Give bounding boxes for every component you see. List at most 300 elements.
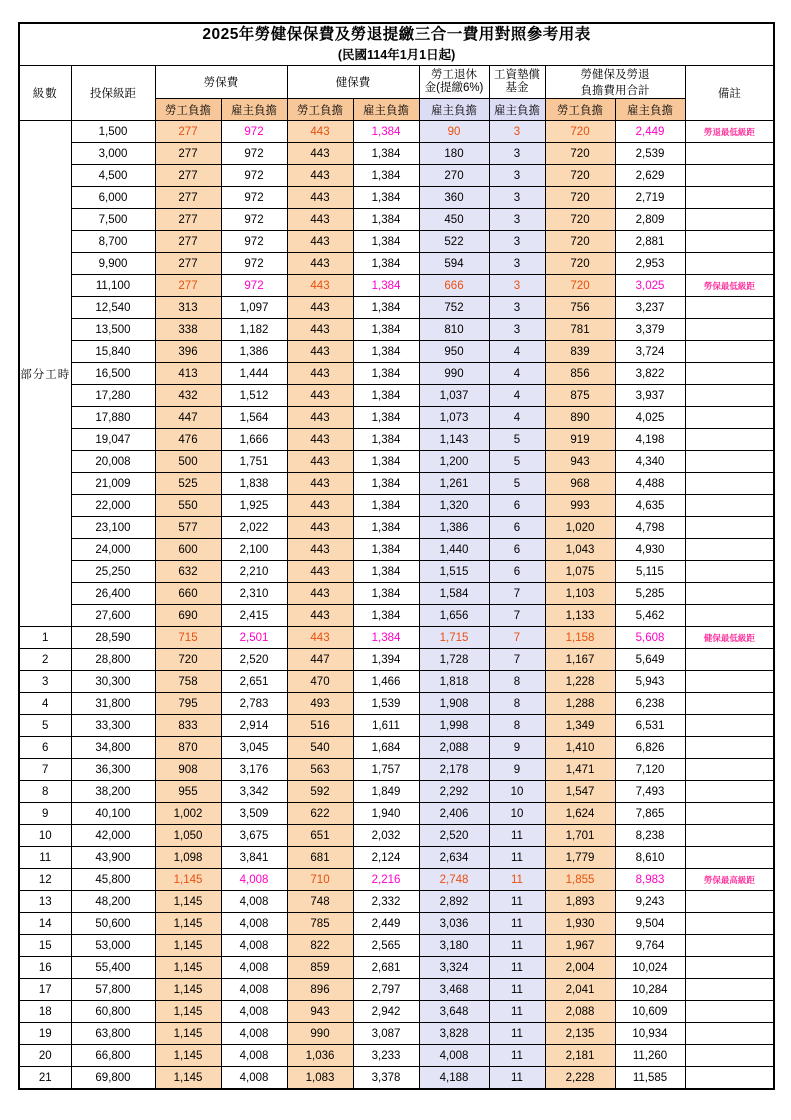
cell-wage-fund-employer: 11 xyxy=(489,913,545,935)
cell-total-employee: 1,547 xyxy=(545,781,615,803)
cell-total-employee: 993 xyxy=(545,495,615,517)
table-row xyxy=(19,649,774,671)
cell-health-ins-employee: 443 xyxy=(287,363,353,385)
cell-labor-ins-employer: 972 xyxy=(221,121,287,143)
cell-pension-employer: 180 xyxy=(419,143,489,165)
cell-bracket: 4,500 xyxy=(71,165,155,187)
cell-remark xyxy=(685,341,774,363)
cell-total-employee: 720 xyxy=(545,165,615,187)
cell-total-employee: 856 xyxy=(545,363,615,385)
cell-wage-fund-employer: 11 xyxy=(489,825,545,847)
cell-pension-employer: 3,180 xyxy=(419,935,489,957)
cell-labor-ins-employee: 758 xyxy=(155,671,221,693)
cell-wage-fund-employer: 11 xyxy=(489,979,545,1001)
cell-labor-ins-employer: 1,182 xyxy=(221,319,287,341)
cell-health-ins-employee: 622 xyxy=(287,803,353,825)
cell-wage-fund-employer: 3 xyxy=(489,253,545,275)
cell-wage-fund-employer: 3 xyxy=(489,275,545,297)
cell-total-employer: 10,284 xyxy=(615,979,685,1001)
table-row xyxy=(19,187,774,209)
cell-total-employer: 6,531 xyxy=(615,715,685,737)
cell-health-ins-employer: 1,384 xyxy=(353,517,419,539)
cell-labor-ins-employee: 413 xyxy=(155,363,221,385)
cell-total-employee: 1,967 xyxy=(545,935,615,957)
cell-pension-employer: 4,008 xyxy=(419,1045,489,1067)
cell-level: 17 xyxy=(19,979,71,1001)
cell-total-employee: 1,893 xyxy=(545,891,615,913)
cell-total-employer: 5,462 xyxy=(615,605,685,627)
cell-bracket: 11,100 xyxy=(71,275,155,297)
cell-health-ins-employer: 2,032 xyxy=(353,825,419,847)
table-row xyxy=(19,319,774,341)
header-total-line2: 負擔費用合計 xyxy=(580,85,650,98)
cell-wage-fund-employer: 3 xyxy=(489,121,545,143)
cell-labor-ins-employee: 870 xyxy=(155,737,221,759)
cell-bracket: 40,100 xyxy=(71,803,155,825)
cell-total-employee: 720 xyxy=(545,275,615,297)
cell-total-employer: 3,379 xyxy=(615,319,685,341)
cell-level: 13 xyxy=(19,891,71,913)
cell-bracket: 23,100 xyxy=(71,517,155,539)
cell-bracket: 16,500 xyxy=(71,363,155,385)
cell-labor-ins-employee: 833 xyxy=(155,715,221,737)
table-row xyxy=(19,869,774,891)
cell-wage-fund-employer: 3 xyxy=(489,165,545,187)
cell-total-employee: 781 xyxy=(545,319,615,341)
cell-labor-ins-employer: 4,008 xyxy=(221,891,287,913)
cell-wage-fund-employer: 10 xyxy=(489,803,545,825)
table-row xyxy=(19,671,774,693)
header-pension-employer: 雇主負擔 xyxy=(419,99,489,121)
cell-health-ins-employer: 1,384 xyxy=(353,341,419,363)
cell-bracket: 17,880 xyxy=(71,407,155,429)
cell-total-employee: 1,779 xyxy=(545,847,615,869)
cell-labor-ins-employee: 1,002 xyxy=(155,803,221,825)
table-row xyxy=(19,891,774,913)
remark-badge: 勞退最低級距 xyxy=(703,126,755,137)
cell-wage-fund-employer: 5 xyxy=(489,429,545,451)
cell-pension-employer: 2,292 xyxy=(419,781,489,803)
cell-health-ins-employer: 1,384 xyxy=(353,165,419,187)
cell-labor-ins-employer: 4,008 xyxy=(221,935,287,957)
cell-level: 7 xyxy=(19,759,71,781)
table-row xyxy=(19,517,774,539)
cell-health-ins-employer: 1,384 xyxy=(353,209,419,231)
cell-total-employee: 720 xyxy=(545,253,615,275)
cell-pension-employer: 1,073 xyxy=(419,407,489,429)
cell-labor-ins-employer: 4,008 xyxy=(221,913,287,935)
cell-labor-ins-employer: 1,751 xyxy=(221,451,287,473)
cell-total-employee: 1,410 xyxy=(545,737,615,759)
cell-pension-employer: 1,200 xyxy=(419,451,489,473)
cell-wage-fund-employer: 3 xyxy=(489,209,545,231)
cell-level: 4 xyxy=(19,693,71,715)
cell-wage-fund-employer: 3 xyxy=(489,231,545,253)
table-row xyxy=(19,957,774,979)
cell-total-employee: 1,701 xyxy=(545,825,615,847)
cell-labor-ins-employer: 4,008 xyxy=(221,869,287,891)
cell-labor-ins-employer: 972 xyxy=(221,253,287,275)
cell-wage-fund-employer: 6 xyxy=(489,561,545,583)
cell-remark xyxy=(685,319,774,341)
cell-labor-ins-employer: 2,501 xyxy=(221,627,287,649)
cell-labor-ins-employer: 1,097 xyxy=(221,297,287,319)
cell-health-ins-employer: 1,384 xyxy=(353,385,419,407)
cell-total-employee: 1,043 xyxy=(545,539,615,561)
cell-pension-employer: 666 xyxy=(419,275,489,297)
cell-level: 2 xyxy=(19,649,71,671)
cell-remark xyxy=(685,1023,774,1045)
cell-labor-ins-employer: 1,512 xyxy=(221,385,287,407)
title-row xyxy=(19,23,774,66)
cell-bracket: 28,800 xyxy=(71,649,155,671)
cell-wage-fund-employer: 11 xyxy=(489,957,545,979)
cell-remark xyxy=(685,275,774,297)
cell-pension-employer: 3,648 xyxy=(419,1001,489,1023)
cell-labor-ins-employee: 795 xyxy=(155,693,221,715)
cell-health-ins-employer: 1,849 xyxy=(353,781,419,803)
cell-total-employer: 6,238 xyxy=(615,693,685,715)
cell-health-ins-employee: 1,083 xyxy=(287,1067,353,1090)
cell-labor-ins-employee: 1,145 xyxy=(155,891,221,913)
cell-total-employee: 1,167 xyxy=(545,649,615,671)
cell-labor-ins-employee: 396 xyxy=(155,341,221,363)
cell-total-employee: 839 xyxy=(545,341,615,363)
table-row xyxy=(19,803,774,825)
cell-total-employer: 3,025 xyxy=(615,275,685,297)
cell-bracket: 66,800 xyxy=(71,1045,155,1067)
cell-total-employer: 7,120 xyxy=(615,759,685,781)
cell-total-employee: 968 xyxy=(545,473,615,495)
cell-labor-ins-employee: 313 xyxy=(155,297,221,319)
cell-total-employer: 3,937 xyxy=(615,385,685,407)
table-row xyxy=(19,913,774,935)
cell-remark xyxy=(685,165,774,187)
cell-remark xyxy=(685,781,774,803)
header-li-employee: 勞工負擔 xyxy=(155,99,221,121)
cell-labor-ins-employer: 2,914 xyxy=(221,715,287,737)
cell-health-ins-employer: 2,124 xyxy=(353,847,419,869)
cell-health-ins-employee: 443 xyxy=(287,341,353,363)
cell-labor-ins-employer: 3,176 xyxy=(221,759,287,781)
cell-remark xyxy=(685,407,774,429)
cell-health-ins-employee: 681 xyxy=(287,847,353,869)
table-row xyxy=(19,231,774,253)
cell-total-employee: 756 xyxy=(545,297,615,319)
cell-total-employee: 1,471 xyxy=(545,759,615,781)
cell-labor-ins-employee: 1,145 xyxy=(155,1045,221,1067)
cell-labor-ins-employee: 908 xyxy=(155,759,221,781)
cell-total-employee: 1,930 xyxy=(545,913,615,935)
cell-remark xyxy=(685,627,774,649)
cell-health-ins-employer: 1,539 xyxy=(353,693,419,715)
cell-remark xyxy=(685,517,774,539)
page-title: 2025年勞健保保費及勞退提繳三合一費用對照參考用表 xyxy=(202,26,591,43)
cell-pension-employer: 1,908 xyxy=(419,693,489,715)
cell-total-employer: 2,629 xyxy=(615,165,685,187)
cell-total-employer: 4,635 xyxy=(615,495,685,517)
cell-health-ins-employer: 3,233 xyxy=(353,1045,419,1067)
cell-total-employer: 6,826 xyxy=(615,737,685,759)
cell-labor-ins-employee: 632 xyxy=(155,561,221,583)
cell-health-ins-employee: 443 xyxy=(287,187,353,209)
table-row xyxy=(19,781,774,803)
cell-health-ins-employer: 1,384 xyxy=(353,253,419,275)
header-li-employer: 雇主負擔 xyxy=(221,99,287,121)
cell-wage-fund-employer: 4 xyxy=(489,407,545,429)
cell-pension-employer: 1,515 xyxy=(419,561,489,583)
cell-labor-ins-employee: 715 xyxy=(155,627,221,649)
cell-wage-fund-employer: 10 xyxy=(489,781,545,803)
cell-pension-employer: 270 xyxy=(419,165,489,187)
cell-health-ins-employer: 2,681 xyxy=(353,957,419,979)
cell-bracket: 3,000 xyxy=(71,143,155,165)
cell-pension-employer: 1,037 xyxy=(419,385,489,407)
cell-health-ins-employee: 443 xyxy=(287,451,353,473)
cell-wage-fund-employer: 8 xyxy=(489,693,545,715)
cell-pension-employer: 2,634 xyxy=(419,847,489,869)
header-total-group xyxy=(545,66,685,99)
cell-level: 5 xyxy=(19,715,71,737)
table-row xyxy=(19,429,774,451)
cell-health-ins-employee: 592 xyxy=(287,781,353,803)
table-row xyxy=(19,583,774,605)
table-row xyxy=(19,825,774,847)
cell-labor-ins-employee: 338 xyxy=(155,319,221,341)
cell-pension-employer: 522 xyxy=(419,231,489,253)
cell-bracket: 42,000 xyxy=(71,825,155,847)
cell-remark xyxy=(685,1045,774,1067)
table-row xyxy=(19,275,774,297)
cell-total-employee: 1,133 xyxy=(545,605,615,627)
cell-total-employer: 10,934 xyxy=(615,1023,685,1045)
table-row xyxy=(19,495,774,517)
cell-health-ins-employee: 443 xyxy=(287,253,353,275)
cell-wage-fund-employer: 7 xyxy=(489,605,545,627)
cell-level: 18 xyxy=(19,1001,71,1023)
cell-health-ins-employer: 2,449 xyxy=(353,913,419,935)
cell-health-ins-employer: 1,384 xyxy=(353,429,419,451)
table-row xyxy=(19,385,774,407)
cell-health-ins-employee: 563 xyxy=(287,759,353,781)
cell-wage-fund-employer: 7 xyxy=(489,627,545,649)
cell-bracket: 60,800 xyxy=(71,1001,155,1023)
cell-wage-fund-employer: 11 xyxy=(489,869,545,891)
cell-health-ins-employer: 1,384 xyxy=(353,561,419,583)
cell-bracket: 7,500 xyxy=(71,209,155,231)
cell-health-ins-employer: 1,384 xyxy=(353,539,419,561)
cell-bracket: 43,900 xyxy=(71,847,155,869)
cell-labor-ins-employee: 277 xyxy=(155,209,221,231)
cell-total-employee: 1,349 xyxy=(545,715,615,737)
table-row xyxy=(19,407,774,429)
cell-pension-employer: 3,324 xyxy=(419,957,489,979)
cell-health-ins-employee: 443 xyxy=(287,583,353,605)
cell-labor-ins-employer: 4,008 xyxy=(221,1001,287,1023)
header-bracket: 投保級距 xyxy=(71,66,155,121)
cell-bracket: 6,000 xyxy=(71,187,155,209)
cell-health-ins-employer: 1,757 xyxy=(353,759,419,781)
cell-health-ins-employer: 1,384 xyxy=(353,473,419,495)
cell-total-employee: 1,158 xyxy=(545,627,615,649)
cell-health-ins-employee: 443 xyxy=(287,605,353,627)
cell-level: 1 xyxy=(19,627,71,649)
table-row xyxy=(19,737,774,759)
cell-remark xyxy=(685,143,774,165)
cell-health-ins-employer: 1,384 xyxy=(353,187,419,209)
cell-bracket: 1,500 xyxy=(71,121,155,143)
table-row xyxy=(19,1067,774,1090)
cell-pension-employer: 90 xyxy=(419,121,489,143)
cell-health-ins-employee: 447 xyxy=(287,649,353,671)
cell-pension-employer: 990 xyxy=(419,363,489,385)
cell-total-employee: 720 xyxy=(545,231,615,253)
cell-labor-ins-employer: 3,509 xyxy=(221,803,287,825)
cell-health-ins-employee: 443 xyxy=(287,121,353,143)
cell-labor-ins-employer: 4,008 xyxy=(221,979,287,1001)
cell-total-employee: 1,228 xyxy=(545,671,615,693)
cell-bracket: 50,600 xyxy=(71,913,155,935)
cell-total-employer: 8,983 xyxy=(615,869,685,891)
cell-remark xyxy=(685,473,774,495)
cell-total-employee: 2,088 xyxy=(545,1001,615,1023)
cell-remark xyxy=(685,737,774,759)
cell-remark xyxy=(685,495,774,517)
header-row-group xyxy=(19,66,774,99)
cell-labor-ins-employee: 660 xyxy=(155,583,221,605)
cell-labor-ins-employee: 1,050 xyxy=(155,825,221,847)
table-row xyxy=(19,979,774,1001)
cell-level: 21 xyxy=(19,1067,71,1090)
header-total-employer: 雇主負擔 xyxy=(615,99,685,121)
cell-total-employee: 2,041 xyxy=(545,979,615,1001)
cell-wage-fund-employer: 11 xyxy=(489,1001,545,1023)
cell-total-employer: 7,493 xyxy=(615,781,685,803)
cell-total-employer: 4,198 xyxy=(615,429,685,451)
cell-health-ins-employee: 443 xyxy=(287,209,353,231)
cell-total-employee: 720 xyxy=(545,121,615,143)
cell-remark xyxy=(685,583,774,605)
cell-total-employee: 1,075 xyxy=(545,561,615,583)
cell-total-employer: 4,488 xyxy=(615,473,685,495)
header-level: 級數 xyxy=(19,66,71,121)
cell-pension-employer: 810 xyxy=(419,319,489,341)
cell-health-ins-employee: 710 xyxy=(287,869,353,891)
cell-health-ins-employer: 2,216 xyxy=(353,869,419,891)
cell-labor-ins-employer: 2,783 xyxy=(221,693,287,715)
cell-health-ins-employer: 1,684 xyxy=(353,737,419,759)
cell-pension-employer: 360 xyxy=(419,187,489,209)
cell-health-ins-employee: 1,036 xyxy=(287,1045,353,1067)
cell-wage-fund-employer: 6 xyxy=(489,517,545,539)
cell-level: 20 xyxy=(19,1045,71,1067)
cell-health-ins-employee: 443 xyxy=(287,539,353,561)
table-row xyxy=(19,627,774,649)
cell-pension-employer: 1,656 xyxy=(419,605,489,627)
cell-level: 14 xyxy=(19,913,71,935)
cell-labor-ins-employer: 2,415 xyxy=(221,605,287,627)
cell-total-employer: 7,865 xyxy=(615,803,685,825)
cell-health-ins-employer: 1,384 xyxy=(353,319,419,341)
cell-health-ins-employee: 493 xyxy=(287,693,353,715)
header-remark: 備註 xyxy=(685,66,774,121)
cell-total-employee: 1,855 xyxy=(545,869,615,891)
side-label-part-time: 部分工時 xyxy=(19,121,71,627)
header-pension-line2: 金(提繳6%) xyxy=(424,82,484,95)
table-row xyxy=(19,539,774,561)
table-row xyxy=(19,561,774,583)
cell-health-ins-employee: 443 xyxy=(287,319,353,341)
cell-total-employee: 720 xyxy=(545,209,615,231)
cell-bracket: 25,250 xyxy=(71,561,155,583)
cell-wage-fund-employer: 4 xyxy=(489,363,545,385)
cell-remark xyxy=(685,429,774,451)
cell-bracket: 30,300 xyxy=(71,671,155,693)
cell-health-ins-employer: 1,384 xyxy=(353,231,419,253)
cell-labor-ins-employer: 1,386 xyxy=(221,341,287,363)
cell-labor-ins-employer: 972 xyxy=(221,165,287,187)
cell-total-employee: 720 xyxy=(545,187,615,209)
cell-labor-ins-employer: 3,342 xyxy=(221,781,287,803)
cell-health-ins-employee: 785 xyxy=(287,913,353,935)
cell-health-ins-employee: 443 xyxy=(287,561,353,583)
cell-labor-ins-employer: 2,651 xyxy=(221,671,287,693)
cell-health-ins-employer: 3,087 xyxy=(353,1023,419,1045)
cell-labor-ins-employee: 1,145 xyxy=(155,979,221,1001)
cell-pension-employer: 950 xyxy=(419,341,489,363)
cell-remark xyxy=(685,869,774,891)
cell-health-ins-employee: 896 xyxy=(287,979,353,1001)
cell-level: 10 xyxy=(19,825,71,847)
table-row xyxy=(19,605,774,627)
cell-bracket: 36,300 xyxy=(71,759,155,781)
cell-pension-employer: 450 xyxy=(419,209,489,231)
cell-wage-fund-employer: 5 xyxy=(489,451,545,473)
cell-labor-ins-employer: 3,675 xyxy=(221,825,287,847)
cell-labor-ins-employee: 1,145 xyxy=(155,935,221,957)
cell-health-ins-employer: 2,565 xyxy=(353,935,419,957)
cell-total-employer: 2,881 xyxy=(615,231,685,253)
cell-wage-fund-employer: 11 xyxy=(489,891,545,913)
cell-health-ins-employer: 1,384 xyxy=(353,605,419,627)
cell-remark xyxy=(685,121,774,143)
cell-pension-employer: 2,892 xyxy=(419,891,489,913)
cell-wage-fund-employer: 7 xyxy=(489,583,545,605)
cell-health-ins-employee: 443 xyxy=(287,517,353,539)
cell-total-employer: 9,243 xyxy=(615,891,685,913)
cell-pension-employer: 3,468 xyxy=(419,979,489,1001)
header-hi-employer: 雇主負擔 xyxy=(353,99,419,121)
cell-pension-employer: 752 xyxy=(419,297,489,319)
cell-remark xyxy=(685,759,774,781)
table-row xyxy=(19,341,774,363)
header-total-line1: 勞健保及勞退 xyxy=(580,69,650,82)
header-labor-insurance: 勞保費 xyxy=(155,66,287,99)
cell-labor-ins-employer: 4,008 xyxy=(221,1023,287,1045)
cell-total-employer: 9,504 xyxy=(615,913,685,935)
cell-wage-fund-employer: 11 xyxy=(489,1045,545,1067)
cell-total-employer: 5,608 xyxy=(615,627,685,649)
cell-remark xyxy=(685,825,774,847)
cell-health-ins-employee: 443 xyxy=(287,143,353,165)
page-subtitle: (民國114年1月1日起) xyxy=(337,48,456,63)
cell-remark xyxy=(685,1001,774,1023)
table-row xyxy=(19,253,774,275)
cell-bracket: 21,009 xyxy=(71,473,155,495)
cell-health-ins-employee: 748 xyxy=(287,891,353,913)
cell-remark xyxy=(685,935,774,957)
cell-remark xyxy=(685,957,774,979)
